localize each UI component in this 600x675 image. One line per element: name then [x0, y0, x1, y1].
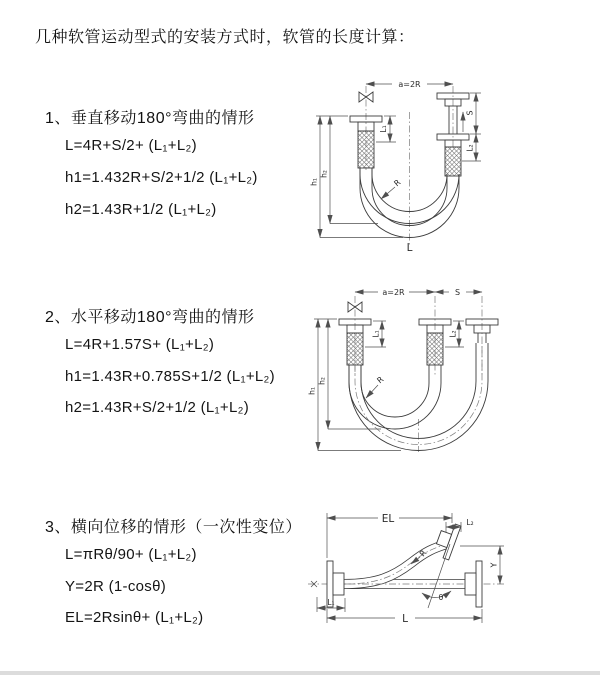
section-1-formula-h1: h1=1.432R+S/2+1/2 (L₁+L₂): [65, 169, 258, 186]
dim-l2-label: L₂: [466, 518, 474, 527]
radius-callout: [381, 178, 403, 199]
dim-h1-label: h₁: [309, 178, 319, 186]
flange-right: [465, 561, 482, 607]
dim-l2-label: L₂: [465, 144, 475, 152]
dim-s-label: S: [465, 110, 475, 116]
section-1-heading: 1、垂直移动180°弯曲的情形: [45, 110, 255, 127]
dim-l2: [462, 134, 481, 161]
radius-label: R: [375, 374, 386, 386]
dim-h2-label: h₂: [317, 377, 327, 385]
dim-s: [435, 288, 482, 297]
section-1-formula-h2: h2=1.43R+1/2 (L₁+L₂): [65, 201, 217, 218]
dim-a2r: [366, 80, 453, 89]
diagram-vertical-180-bend: [308, 70, 538, 260]
dim-l1-label: L₁: [371, 330, 381, 338]
dim-l-label: L: [402, 613, 408, 625]
length-label: L: [406, 242, 413, 254]
dim-a2r: [355, 288, 435, 297]
dim-y-label: Y: [489, 562, 499, 568]
section-3-heading: 3、横向位移的情形（一次性变位）: [45, 519, 302, 536]
braid-section: [445, 147, 461, 176]
radius-label: R: [417, 548, 429, 559]
diagram-horizontal-180-bend: [306, 281, 581, 453]
section-3-formula-y: Y=2R (1-cosθ): [65, 578, 167, 595]
braid-section: [427, 333, 443, 365]
section-2-formula-l: L=4R+1.57S+ (L₁+L₂): [65, 336, 215, 353]
dim-h2-label: h₂: [319, 170, 329, 178]
dim-l1: [317, 597, 345, 612]
page-title: 几种软管运动型式的安装方式时，软管的长度计算：: [35, 29, 415, 46]
dim-a2r-label: a=2R: [398, 80, 421, 89]
braid-section: [358, 131, 374, 168]
diagram-lateral-displacement: [300, 496, 585, 658]
dim-a2r-label: a=2R: [382, 288, 405, 297]
centerlines: [366, 86, 453, 246]
dim-l: [327, 609, 482, 625]
dim-s-label: S: [454, 288, 461, 297]
dim-l2-label: L₂: [448, 330, 458, 338]
section-2-formula-h2: h2=1.43R+S/2+1/2 (L₁+L₂): [65, 399, 250, 416]
page-bottom-edge: [0, 671, 600, 675]
section-3-formula-el: EL=2Rsinθ+ (L₁+L₂): [65, 609, 204, 626]
radius-callout: [366, 375, 386, 398]
radius-label: R: [392, 177, 403, 189]
fitting-right-lower: [437, 134, 469, 176]
hose-displaced-position: [344, 543, 450, 584]
angle-theta: [422, 591, 451, 602]
section-1-formula-l: L=4R+S/2+ (L₁+L₂): [65, 137, 197, 154]
braid-section: [347, 333, 363, 365]
section-2-formula-h1: h1=1.43R+0.785S+1/2 (L₁+L₂): [65, 368, 275, 385]
section-2-heading: 2、水平移动180°弯曲的情形: [45, 309, 255, 326]
dim-l1: [376, 116, 396, 142]
dim-l1-label: L₁: [379, 125, 388, 133]
dim-h1-label: h₁: [307, 387, 317, 395]
centerlines: [355, 296, 482, 452]
dim-l1-label: L₁: [327, 598, 335, 607]
section-3-formula-l: L=πRθ/90+ (L₁+L₂): [65, 546, 197, 563]
dim-el-label: EL: [381, 513, 395, 525]
angle-theta-label: θ: [438, 593, 444, 602]
